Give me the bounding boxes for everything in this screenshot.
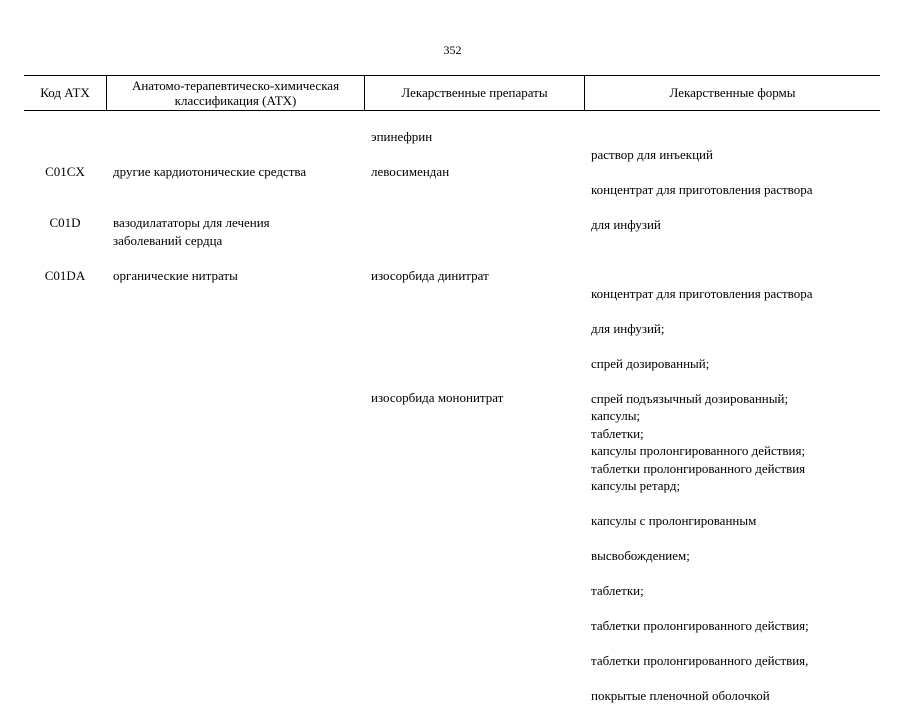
form-item: раствор для инъекций [591,146,713,162]
table-header-bottom-rule [24,110,880,111]
form-item: капсулы ретард; [591,477,681,493]
header-code: Код АТХ [40,85,90,100]
form-item: капсулы с пролонгированным [591,512,757,528]
row-drug: изосорбида мононитрат [371,390,504,405]
form-item: таблетки; [591,582,644,598]
form-item: спрей подъязычный дозированный; [591,390,789,406]
page-number: 352 [443,43,462,57]
row-forms [591,163,876,251]
form-item: капсулы пролонгированного действия; [591,442,806,458]
form-item: таблетки пролонгированного действия, [591,652,809,668]
form-item: таблетки пролонгированного действия; [591,617,809,633]
form-item: концентрат для приготовления раствора [591,285,813,301]
header-form: Лекарственные формы [669,85,796,100]
form-item: таблетки; [591,425,644,441]
form-item: таблетки пролонгированного действия [591,460,806,476]
header-drug: Лекарственные препараты [401,85,548,100]
row-code: C01CX [45,164,85,179]
row-drug: левосимендан [371,164,450,179]
form-item: капсулы; [591,407,641,423]
row-code: C01DA [44,268,86,283]
row-drug: изосорбида динитрат [371,268,489,283]
form-item: спрей дозированный; [591,355,710,371]
row-atx: вазодилататоры для лечения заболеваний сердца [113,215,270,248]
form-item: высвобождением; [591,547,690,563]
row-forms [591,389,876,722]
form-item: для инфузий; [591,320,665,336]
form-item: концентрат для приготовления раствора [591,181,813,197]
form-item: покрытые пленочной оболочкой [591,687,770,703]
row-code: C01D [49,215,81,230]
row-atx: другие кардиотонические средства [113,164,307,179]
form-item: для инфузий [591,216,661,232]
row-atx: органические нитраты [113,268,238,283]
header-atx: Анатомо-терапевтическо-химическая классификация (АТХ) [131,77,340,108]
row-drug: эпинефрин [371,129,433,144]
